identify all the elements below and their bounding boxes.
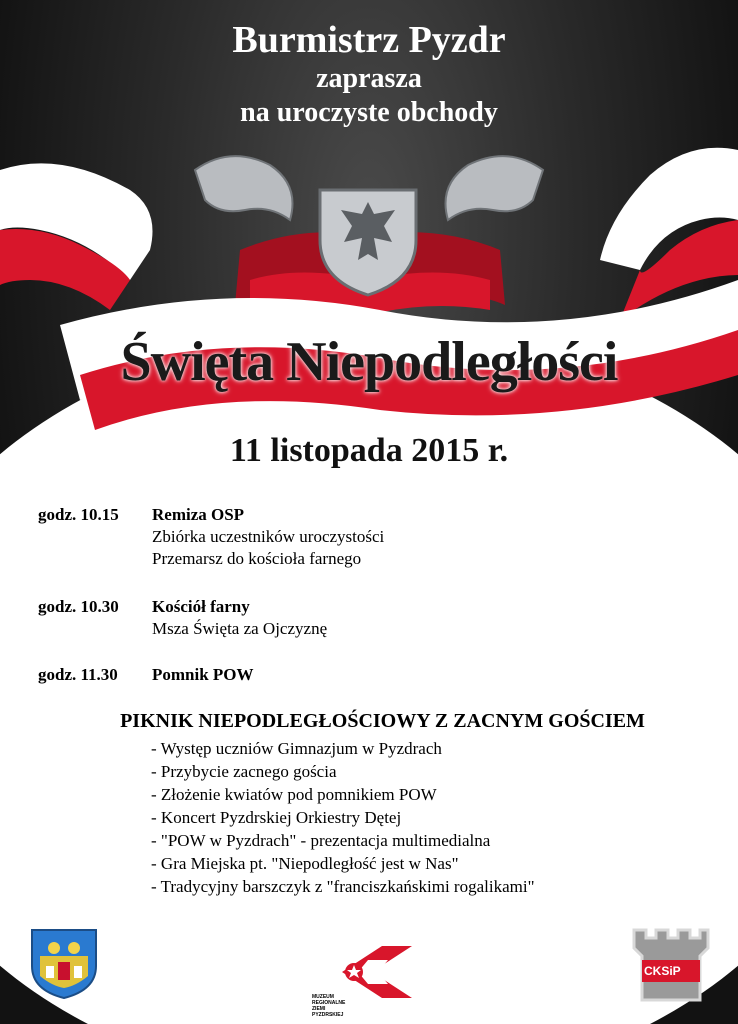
pyzdry-coat-of-arms-icon	[28, 926, 100, 1000]
museum-label-line: ZIEMI PYZDRSKIEJ	[312, 1006, 344, 1018]
museum-label-line: REGIONALNE	[312, 1000, 346, 1006]
schedule-place: Remiza OSP	[152, 505, 245, 524]
cksip-label: CKSiP	[644, 964, 681, 978]
picnic-item: - Gra Miejska pt. "Niepodległość jest w Nas"	[151, 854, 459, 873]
museum-label-line: MUZEUM	[312, 994, 334, 1000]
header	[0, 18, 738, 130]
museum-label	[312, 994, 352, 1018]
museum-logo	[312, 942, 422, 1020]
schedule-item-1	[38, 504, 384, 570]
picnic-item: - Koncert Pyzdrskiej Orkiestry Dętej	[151, 808, 402, 827]
schedule-place: Pomnik POW	[152, 665, 254, 684]
picnic-title: PIKNIK NIEPODLEGŁOŚCIOWY Z ZACNYM GOŚCIEM	[120, 710, 645, 732]
schedule-item-3	[38, 664, 254, 686]
picnic-item: - Złożenie kwiatów pod pomnikiem POW	[151, 785, 437, 804]
main-title: Święta Niepodległości	[120, 331, 618, 393]
schedule-detail: Msza Święta za Ojczyznę	[152, 619, 328, 638]
picnic-item: - Przybycie zacnego gościa	[151, 762, 337, 781]
picnic-item: - "POW w Pyzdrach" - prezentacja multimedialna	[151, 831, 491, 850]
museum-emblem-icon	[312, 942, 422, 1002]
schedule-item-2	[38, 596, 327, 640]
cksip-logo	[630, 926, 712, 1004]
schedule-detail: Przemarsz do kościoła farnego	[152, 549, 362, 568]
schedule-time: godz. 10.30	[38, 597, 119, 616]
schedule-detail: Zbiórka uczestników uroczystości	[152, 527, 385, 546]
picnic-list	[151, 737, 535, 898]
header-occasion: na uroczyste obchody	[240, 97, 498, 128]
picnic-item: - Tradycyjny barszczyk z "franciszkańskimi rogalikami"	[151, 877, 535, 896]
schedule-time: godz. 10.15	[38, 505, 119, 524]
picnic-item: - Występ uczniów Gimnazjum w Pyzdrach	[151, 739, 442, 758]
left-scroll-ornament-icon	[195, 156, 293, 220]
header-invite: zaprasza	[316, 63, 422, 94]
schedule-place: Kościół farny	[152, 597, 250, 616]
right-scroll-ornament-icon	[446, 156, 544, 220]
event-date: 11 listopada 2015 r.	[229, 432, 509, 469]
schedule-time: godz. 11.30	[38, 665, 118, 684]
header-title: Burmistrz Pyzdr	[232, 19, 506, 61]
